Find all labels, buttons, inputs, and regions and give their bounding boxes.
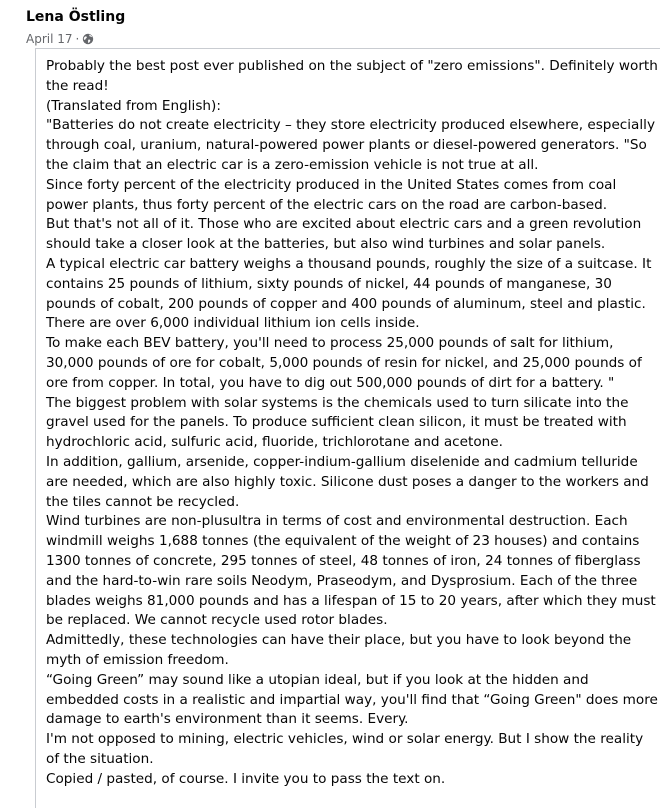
post-paragraph: (Translated from English): xyxy=(46,97,221,114)
post-header xyxy=(26,8,125,47)
post-paragraph: A typical electric car battery weighs a thousand pounds, roughly the size of a suitcase. It contains 25 pounds of lithium, sixty pounds of nickel, 44 pounds of manganese, 30 pounds of cobalt, 200 pounds of copper and 400 pounds of aluminum, steel and plastic. There are over 6,000 individual lithium ion cells inside. xyxy=(46,255,652,332)
globe-icon[interactable] xyxy=(82,33,94,45)
post-paragraph: Admittedly, these technologies can have their place, but you have to look beyond the myth of emission freedom. xyxy=(46,632,632,668)
post-body xyxy=(46,57,658,789)
author-name[interactable]: Lena Östling xyxy=(26,9,126,25)
post-paragraph: The biggest problem with solar systems is the chemicals used to turn silicate into the gravel used for the panels. To produce sufficient clean silicon, it must be treated with hydrochloric acid, sulfuric acid, fluoride, trichlorotane and acetone. xyxy=(46,394,629,451)
meta-separator: · xyxy=(75,32,80,46)
post-paragraph: Probably the best post ever published on the subject of "zero emissions". Definitely worth the read! xyxy=(46,58,658,94)
post-paragraph: Since forty percent of the electricity produced in the United States comes from coal power plants, thus forty percent of the electric cars on the road are carbon-based. xyxy=(46,176,617,213)
post-paragraph: I'm not opposed to mining, electric vehicles, wind or solar energy. But I show the reality of the situation. xyxy=(46,731,644,767)
post-date[interactable]: April 17 xyxy=(26,32,73,46)
post-paragraph: In addition, gallium, arsenide, copper-indium-gallium diselenide and cadmium telluride are needed, which are also highly toxic. Silicone dust poses a danger to the workers and the tiles cannot be recycled. xyxy=(46,453,649,510)
post-paragraph: To make each BEV battery, you'll need to process 25,000 pounds of salt for lithium, 30,000 pounds of ore for cobalt, 5,000 pounds of resin for nickel, and 25,000 pounds of ore from copper. In total, you have to dig out 500,000 pounds of dirt for a battery. " xyxy=(46,335,642,391)
post-paragraph: Wind turbines are non-plusultra in terms of cost and environmental destruction. Each windmill weighs 1,688 tonnes (the equivalent of the weight of 23 houses) and contains 1300 tonnes of concrete, 295 tonnes of steel, 48 tonnes of iron, 24 tonnes of fiberglass and the hard-to-win rare soils Neodym, Praseodym, and Dysprosium. Each of the three blades weighs 81,000 pounds and has a lifespan of 15 to 20 years, after which they must be replaced. We cannot recycle used rotor blades. xyxy=(46,513,656,629)
post-meta xyxy=(26,31,125,47)
post-paragraph: “Going Green” may sound like a utopian ideal, but if you look at the hidden and embedded costs in a realistic and impartial way, you'll find that “Going Green" does more damage to earth's environment than it seems. Every. xyxy=(46,671,658,728)
post-paragraph: Copied / pasted, of course. I invite you to pass the text on. xyxy=(46,770,446,787)
post-paragraph: "Batteries do not create electricity – they store electricity produced elsewhere, especially through coal, uranium, natural-powered power plants or diesel-powered generators. "So the claim that an electric car is a zero-emission vehicle is not true at all. xyxy=(46,117,655,173)
post-paragraph: But that's not all of it. Those who are excited about electric cars and a green revolution should take a closer look at the batteries, but also wind turbines and solar panels. xyxy=(46,216,642,253)
